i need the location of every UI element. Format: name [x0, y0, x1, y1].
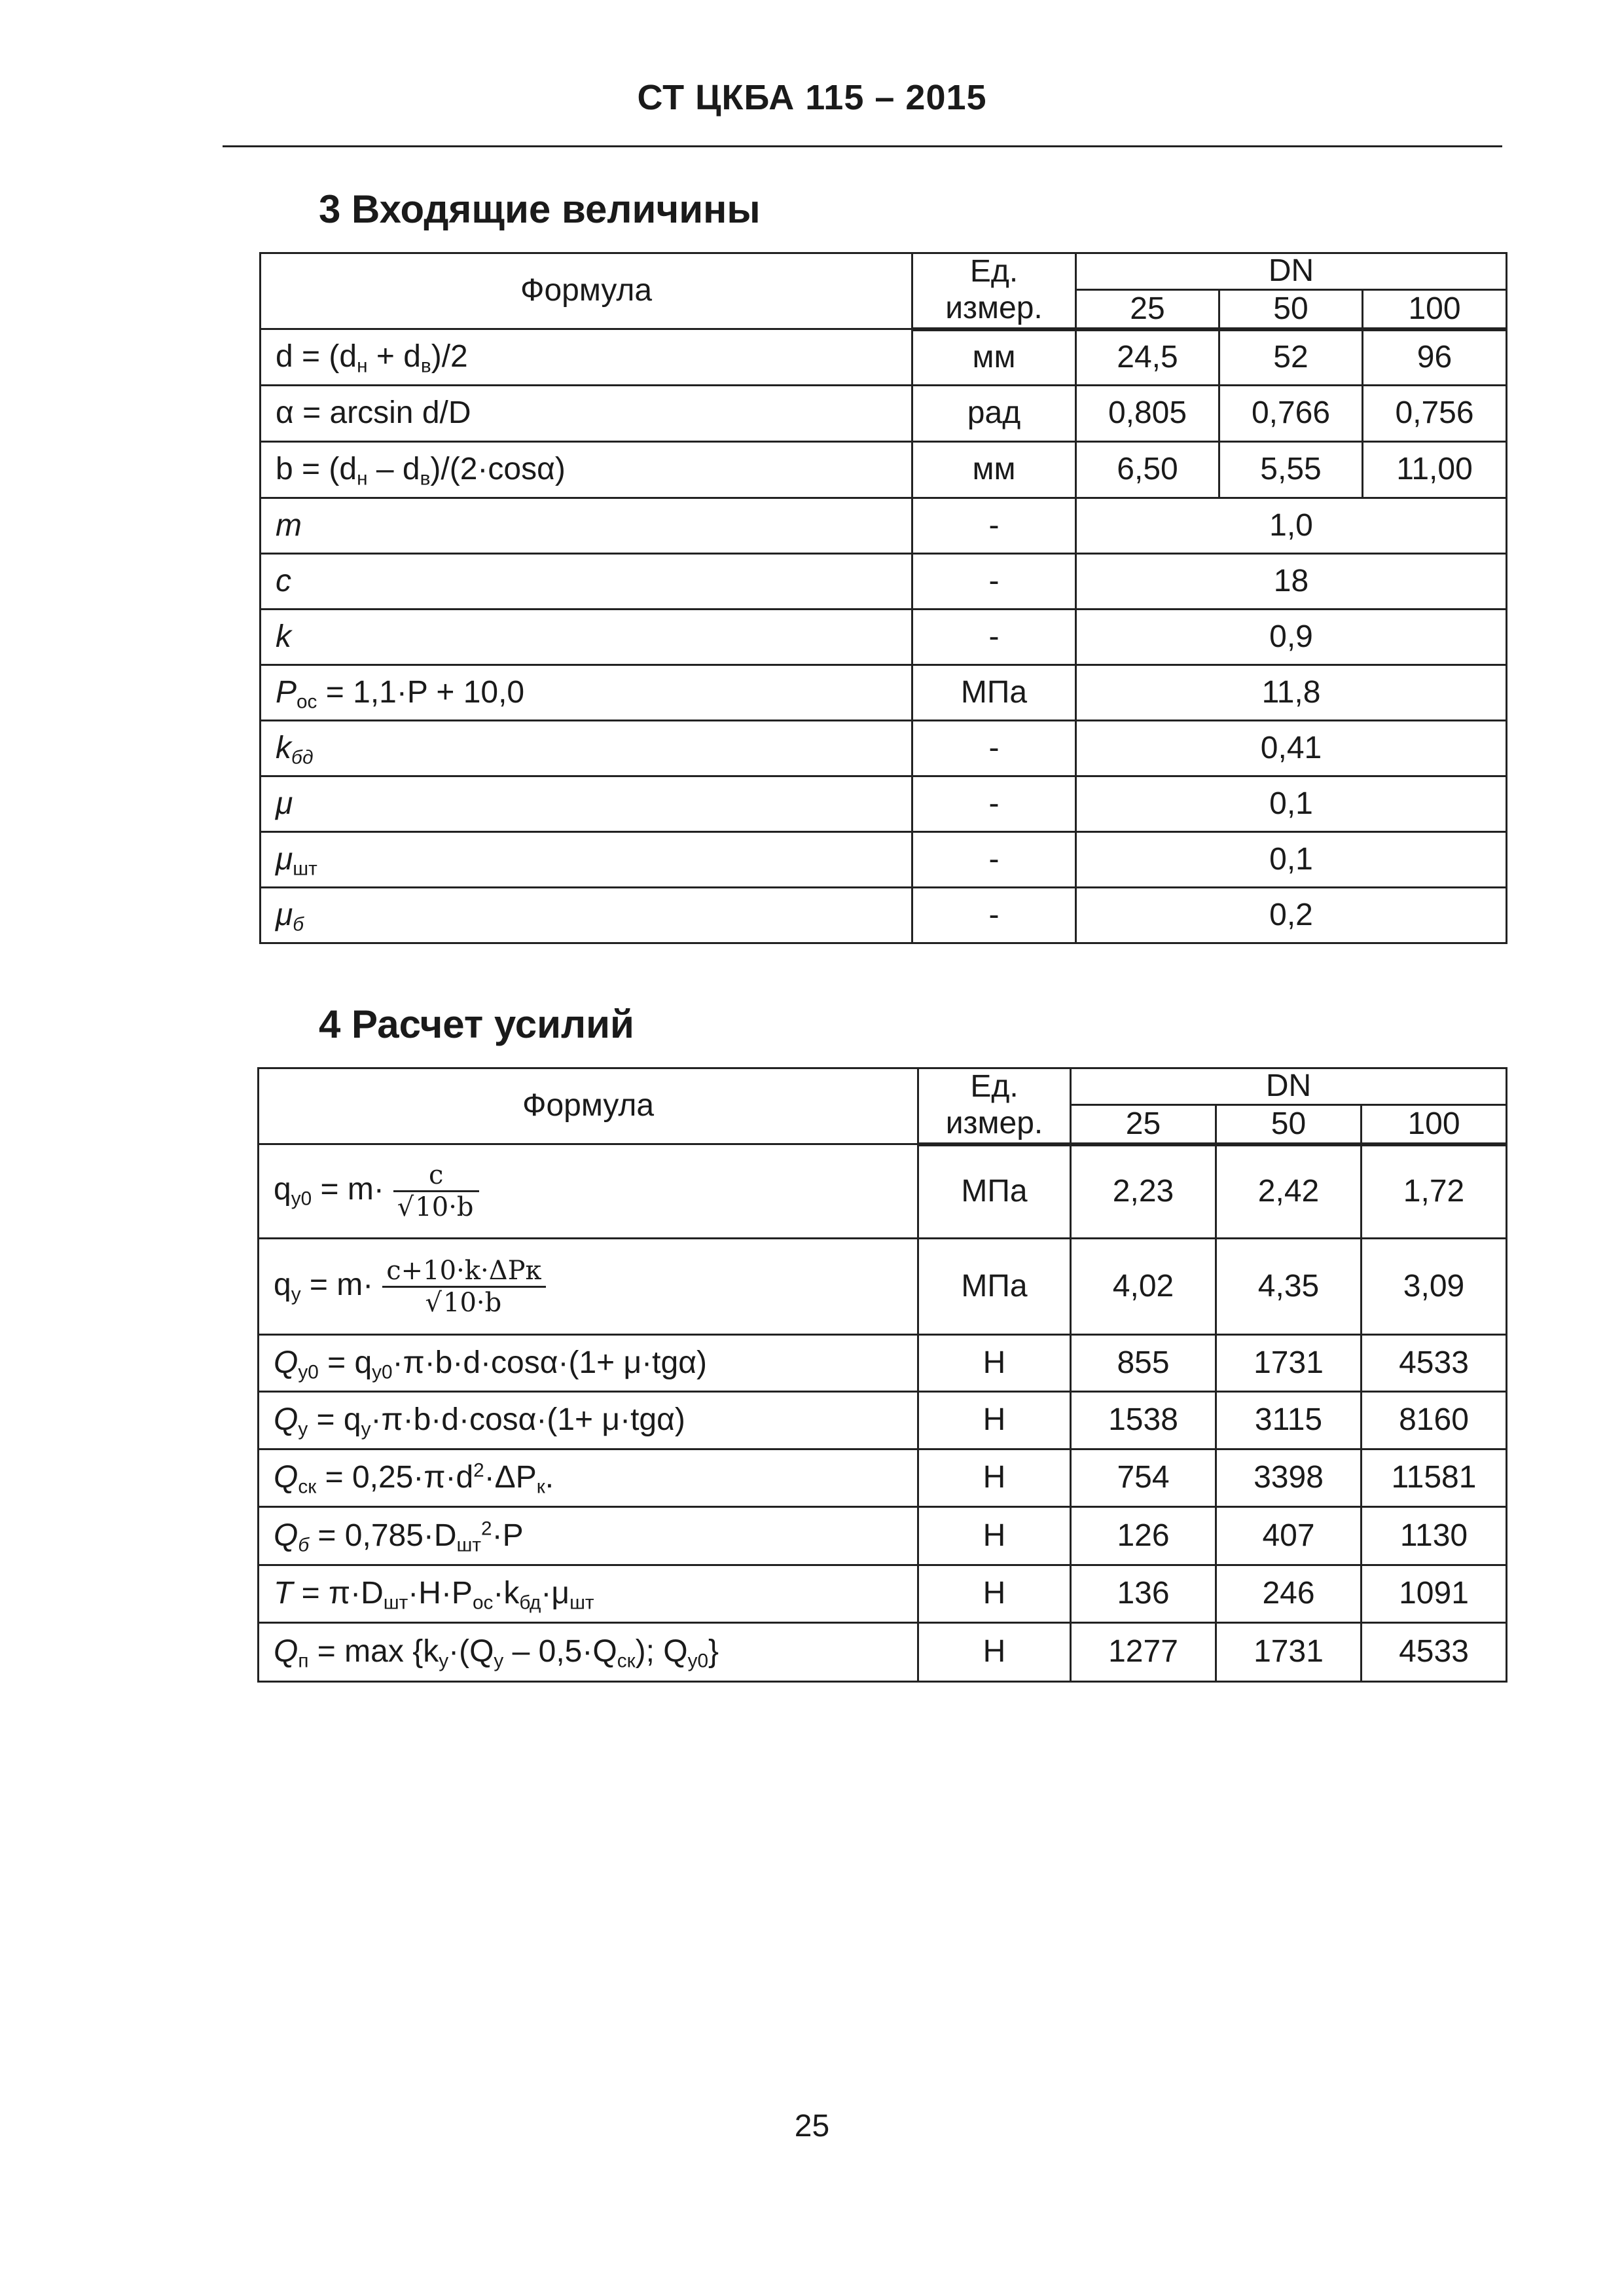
- col-header-dn-50: 50: [1216, 1105, 1362, 1144]
- col-header-unit-2: измер.: [918, 1105, 1071, 1144]
- formula-Q-y: $Q_y = q_y\cdot\pi\cdot b\cdot d\cdot\cos\alpha\cdot(1+ \mu\cdot tg\alpha)$: [259, 1392, 918, 1449]
- value-cell: 246: [1216, 1565, 1362, 1623]
- value-cell: 24,5: [1076, 329, 1219, 386]
- formula-mu-b: $\mu_б$: [261, 888, 912, 943]
- col-header-dn-25: 25: [1076, 290, 1219, 329]
- value-cell: 1731: [1216, 1335, 1362, 1392]
- unit-cell: Н: [918, 1623, 1071, 1682]
- value-cell: 4533: [1362, 1623, 1507, 1682]
- table-row: [259, 1507, 1507, 1565]
- value-cell: 8160: [1362, 1392, 1507, 1449]
- value-cell: 52: [1219, 329, 1363, 386]
- formula-k-bd: $k_{бд}$: [261, 721, 912, 776]
- table-row: [259, 1144, 1507, 1239]
- value-cell: 11,8: [1076, 665, 1507, 721]
- table-row: [261, 610, 1507, 665]
- document-header: СТ ЦКБА 115 – 2015: [637, 78, 987, 117]
- unit-cell: мм: [912, 442, 1076, 498]
- table-row: [259, 1565, 1507, 1623]
- value-cell: 1538: [1071, 1392, 1216, 1449]
- table-row: [259, 1239, 1507, 1335]
- table-row: [259, 1623, 1507, 1682]
- value-cell: 3398: [1216, 1449, 1362, 1507]
- force-calculation-table: [257, 1067, 1507, 1683]
- formula-c: c: [261, 554, 912, 610]
- formula-mu: μ: [261, 776, 912, 832]
- table-row: [261, 329, 1507, 386]
- table-row: [261, 776, 1507, 832]
- formula-Q-p: $Q_п = \max \{k_y\cdot(Q_y - 0,5\cdot Q_{ск})$; $Q_{y0}$}: [259, 1623, 918, 1682]
- table-row: [261, 498, 1507, 554]
- value-cell: 96: [1363, 329, 1507, 386]
- unit-cell: -: [912, 776, 1076, 832]
- formula-b: $b = (d_н - d_в)/(2\cdot\cos\alpha)$: [261, 442, 912, 498]
- value-cell: 1091: [1362, 1565, 1507, 1623]
- value-cell: 1731: [1216, 1623, 1362, 1682]
- value-cell: 0,41: [1076, 721, 1507, 776]
- value-cell: 4,02: [1071, 1239, 1216, 1335]
- table-row: [261, 888, 1507, 943]
- table-row: [259, 1392, 1507, 1449]
- unit-cell: МПа: [918, 1144, 1071, 1239]
- value-cell: 855: [1071, 1335, 1216, 1392]
- table-row: [261, 721, 1507, 776]
- formula-T: $T = \pi\cdot D_{шт}\cdot H\cdot P_{ос}\cdot k_{бд}\cdot\mu_{шт}$: [259, 1565, 918, 1623]
- col-header-dn-50: 50: [1219, 290, 1363, 329]
- formula-d: $d = (d_н + d_в)/2$: [261, 329, 912, 386]
- formula-mu-sht: $\mu_{шт}$: [261, 832, 912, 888]
- input-values-table: [259, 252, 1507, 944]
- table-row: [261, 832, 1507, 888]
- unit-cell: МПа: [912, 665, 1076, 721]
- value-cell: 126: [1071, 1507, 1216, 1565]
- value-cell: 1130: [1362, 1507, 1507, 1565]
- col-header-dn-25: 25: [1071, 1105, 1216, 1144]
- section-4-title: 4 Расчет усилий: [319, 1002, 634, 1046]
- unit-cell: -: [912, 832, 1076, 888]
- col-header-unit: Ед.: [918, 1068, 1071, 1105]
- formula-Q-b: $Q_б = 0,785\cdot D_{шт}^2\cdot P$: [259, 1507, 918, 1565]
- table-row: [259, 1335, 1507, 1392]
- value-cell: 11581: [1362, 1449, 1507, 1507]
- formula-p-os: $P_{ос} = 1,1\cdot P + 10,0$: [261, 665, 912, 721]
- col-header-dn-100: 100: [1363, 290, 1507, 329]
- value-cell: 18: [1076, 554, 1507, 610]
- value-cell: 1,0: [1076, 498, 1507, 554]
- col-header-dn: DN: [1071, 1068, 1507, 1105]
- value-cell: 4,35: [1216, 1239, 1362, 1335]
- unit-cell: -: [912, 554, 1076, 610]
- unit-cell: Н: [918, 1449, 1071, 1507]
- table-row: [261, 665, 1507, 721]
- value-cell: 407: [1216, 1507, 1362, 1565]
- col-header-unit: Ед.: [912, 253, 1076, 290]
- col-header-dn: DN: [1076, 253, 1507, 290]
- unit-cell: рад: [912, 386, 1076, 442]
- formula-alpha: α = arcsin d/D: [261, 386, 912, 442]
- value-cell: 2,23: [1071, 1144, 1216, 1239]
- value-cell: 0,805: [1076, 386, 1219, 442]
- value-cell: 0,1: [1076, 832, 1507, 888]
- value-cell: 5,55: [1219, 442, 1363, 498]
- value-cell: 3115: [1216, 1392, 1362, 1449]
- value-cell: 1277: [1071, 1623, 1216, 1682]
- value-cell: 6,50: [1076, 442, 1219, 498]
- value-cell: 0,2: [1076, 888, 1507, 943]
- col-header-unit-2: измер.: [912, 290, 1076, 329]
- formula-Q-sk: $Q_{ск} = 0,25\cdot\pi\cdot d^2\cdot\Delta P_к$.: [259, 1449, 918, 1507]
- formula-k: k: [261, 610, 912, 665]
- formula-q-y: $q_y = m\cdot$ $\frac{\text{c+10·k·ΔPк}}{√10\cdot b}$: [259, 1239, 918, 1335]
- section-3-title: 3 Входящие величины: [319, 187, 761, 231]
- value-cell: 11,00: [1363, 442, 1507, 498]
- table-row: [261, 554, 1507, 610]
- formula-q-y0: $q_{y0} = m\cdot$ $\frac{c}{√10\cdot b}$: [259, 1144, 918, 1239]
- unit-cell: -: [912, 498, 1076, 554]
- unit-cell: МПа: [918, 1239, 1071, 1335]
- value-cell: 4533: [1362, 1335, 1507, 1392]
- formula-Q-y0: $Q_{y0} = q_{y0}\cdot\pi\cdot b\cdot d\cdot\cos\alpha\cdot(1+ \mu\cdot tg\alpha)$: [259, 1335, 918, 1392]
- table-row: [261, 442, 1507, 498]
- value-cell: 1,72: [1362, 1144, 1507, 1239]
- unit-cell: Н: [918, 1507, 1071, 1565]
- unit-cell: Н: [918, 1392, 1071, 1449]
- col-header-formula: Формула: [261, 253, 912, 329]
- unit-cell: -: [912, 610, 1076, 665]
- unit-cell: Н: [918, 1565, 1071, 1623]
- col-header-formula: Формула: [259, 1068, 918, 1144]
- header-rule: [223, 145, 1502, 147]
- page-number: 25: [794, 2109, 830, 2143]
- value-cell: 0,766: [1219, 386, 1363, 442]
- value-cell: 754: [1071, 1449, 1216, 1507]
- table-row: [259, 1449, 1507, 1507]
- value-cell: 0,1: [1076, 776, 1507, 832]
- value-cell: 0,9: [1076, 610, 1507, 665]
- table-row: [261, 386, 1507, 442]
- unit-cell: Н: [918, 1335, 1071, 1392]
- value-cell: 3,09: [1362, 1239, 1507, 1335]
- formula-m: m: [261, 498, 912, 554]
- unit-cell: мм: [912, 329, 1076, 386]
- value-cell: 0,756: [1363, 386, 1507, 442]
- unit-cell: -: [912, 721, 1076, 776]
- unit-cell: -: [912, 888, 1076, 943]
- value-cell: 2,42: [1216, 1144, 1362, 1239]
- value-cell: 136: [1071, 1565, 1216, 1623]
- col-header-dn-100: 100: [1362, 1105, 1507, 1144]
